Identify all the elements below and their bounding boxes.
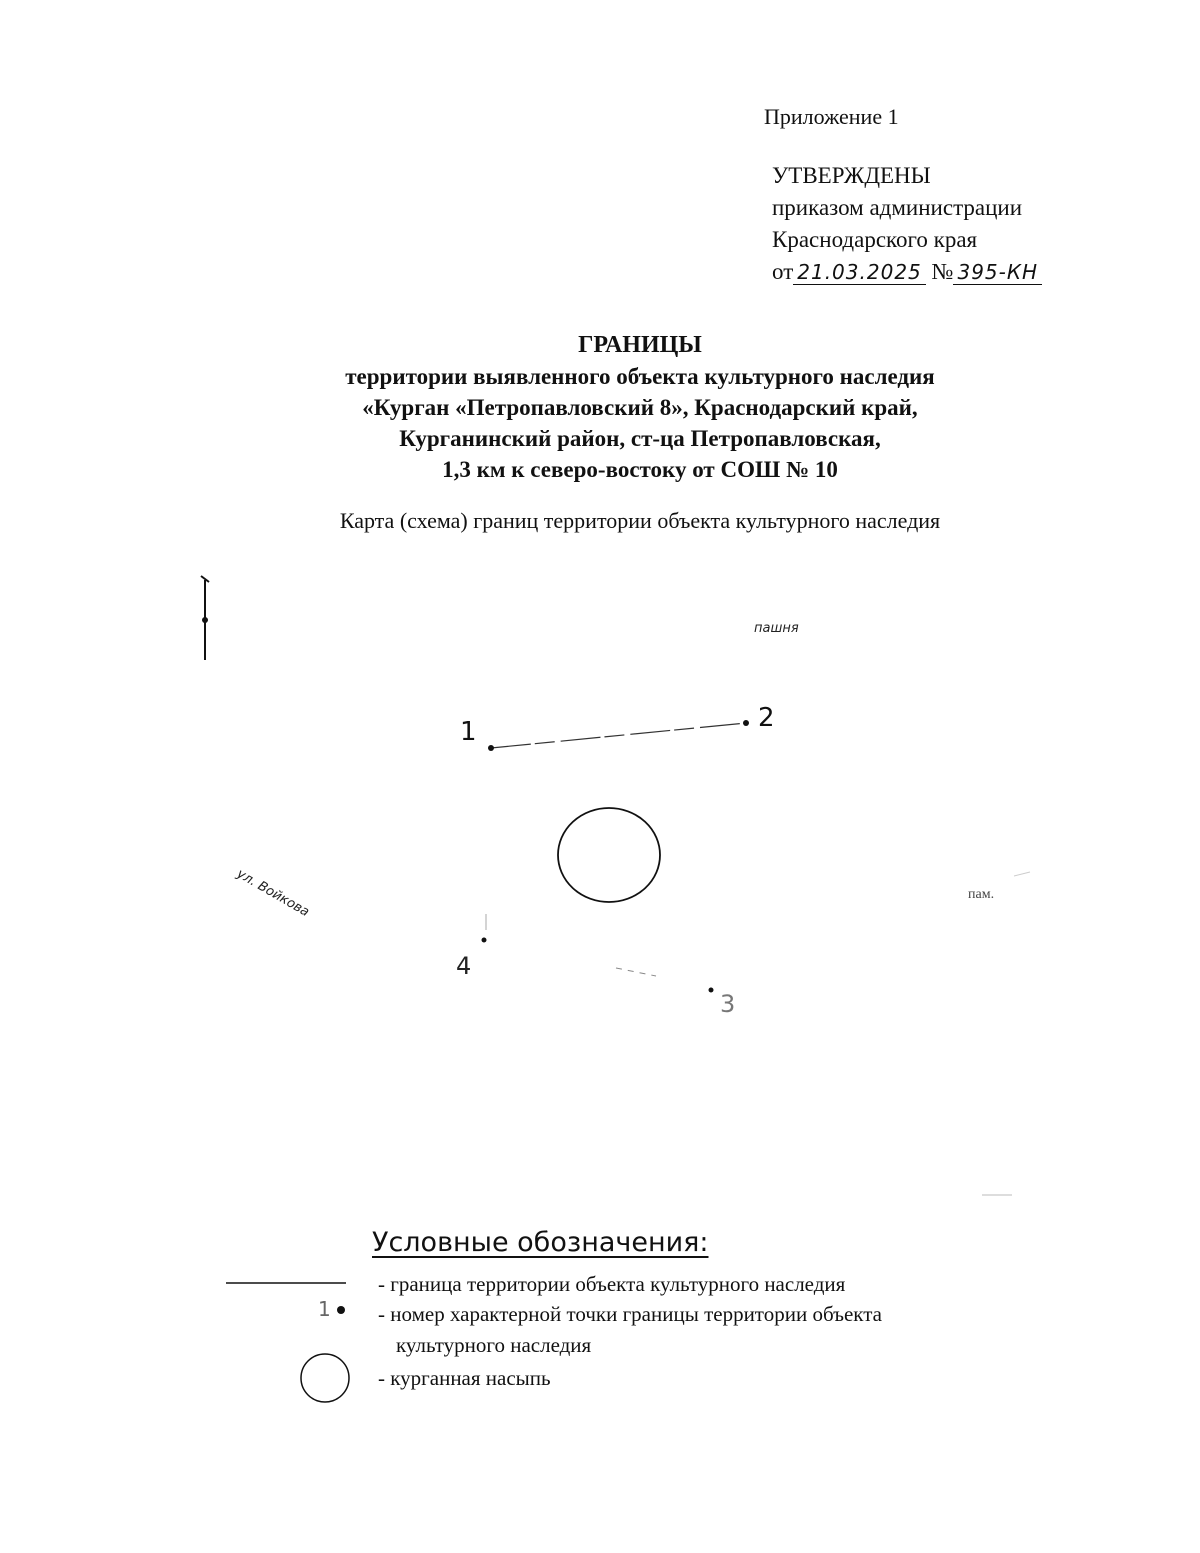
point-label-2: 2 <box>758 703 775 733</box>
label-right: пам. <box>968 887 995 902</box>
legend-point-symbol <box>337 1306 345 1314</box>
legend-item-mound: - курганная насыпь <box>378 1366 551 1390</box>
number-prefix: № <box>931 259 954 284</box>
burial-mound-circle <box>558 808 660 902</box>
boundary-point-4 <box>482 938 487 943</box>
legend-circle-symbol <box>301 1354 349 1402</box>
point-label-1: 1 <box>460 717 477 747</box>
handwritten-number: 395-КН <box>953 260 1042 285</box>
legend-item-boundary: - граница территории объекта культурного наследия <box>378 1272 846 1296</box>
point-label-4: 4 <box>456 952 472 980</box>
legend-item-point: - номер характерной точки границы территории объекта <box>378 1302 882 1326</box>
label-field: пашня <box>754 621 799 636</box>
boundary-point-1 <box>488 745 494 751</box>
approved-heading: УТВЕРЖДЕНЫ <box>772 163 931 188</box>
title-line-4: 1,3 км к северо-востоку от СОШ № 10 <box>442 457 838 482</box>
approved-date-line <box>772 256 1042 288</box>
label-street: ул. Войкова <box>234 866 312 920</box>
title-line-2: «Курган «Петропавловский 8», Краснодарский край, <box>362 395 918 420</box>
map-subtitle: Карта (схема) границ территории объекта культурного наследия <box>339 508 941 533</box>
legend-symbols <box>220 1268 360 1408</box>
date-prefix: от <box>772 259 794 284</box>
boundary-point-2 <box>743 720 749 726</box>
title-line-3: Курганинский район, ст-ца Петропавловская, <box>399 426 881 451</box>
title-line-1: территории выявленного объекта культурного наследия <box>345 364 935 389</box>
legend-point-number: 1 <box>318 1297 331 1321</box>
document-title <box>180 330 1100 485</box>
legend-item-point-cont: культурного наследия <box>396 1333 592 1357</box>
boundary-point-3 <box>709 988 714 993</box>
boundary-line-1-2 <box>491 723 746 748</box>
point-label-3: 3 <box>720 990 736 1018</box>
boundary-fragment-3-4 <box>616 968 656 976</box>
boundary-map <box>0 560 1200 1200</box>
annex-label: Приложение 1 <box>764 104 899 129</box>
approved-region: Краснодарского края <box>772 227 978 252</box>
title-heading: ГРАНИЦЫ <box>578 332 702 358</box>
stray-mark <box>1014 872 1030 876</box>
handwritten-date: 21.03.2025 <box>793 260 926 285</box>
approval-block <box>772 160 1042 288</box>
north-arrow-icon <box>201 576 209 660</box>
legend-title: Условные обозначения: <box>372 1227 709 1258</box>
approved-by-order: приказом администрации <box>772 195 1023 220</box>
